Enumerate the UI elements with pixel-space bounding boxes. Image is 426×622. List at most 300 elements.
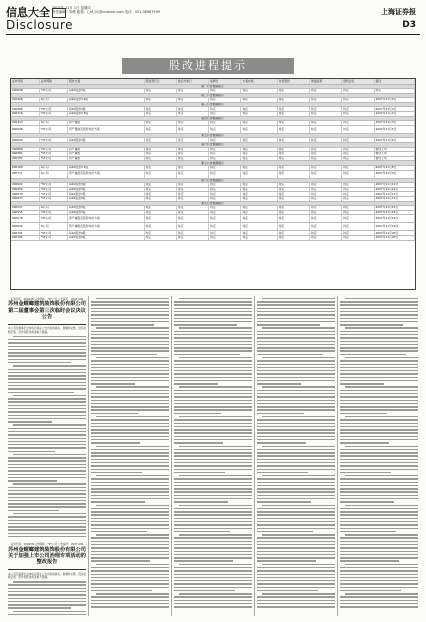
table-header-cell: 网络投票 (310, 79, 342, 84)
table-cell: 待定 (310, 210, 342, 215)
table-cell: 待定 (310, 156, 342, 161)
text-line (340, 462, 418, 463)
table-cell: 待定 (176, 166, 208, 171)
text-line (174, 439, 252, 440)
table-cell: 000506 (11, 107, 39, 112)
text-line (257, 514, 335, 515)
text-line (340, 508, 418, 509)
table-cell: 待定 (277, 192, 309, 197)
text-line (262, 386, 335, 387)
text-line (257, 580, 335, 581)
text-line (257, 537, 335, 538)
text-line (340, 577, 418, 578)
table-cell: 待定 (144, 210, 176, 215)
text-line (8, 510, 59, 511)
brand-text: 信息大全 (6, 6, 50, 19)
text-line (340, 590, 401, 591)
notice-company: 苏州金螳螂建筑装饰股份有限公司 (8, 546, 86, 553)
text-line (96, 446, 169, 447)
table-cell: 待定 (241, 147, 277, 152)
table-cell: 待定 (342, 231, 374, 236)
text-line (340, 442, 389, 443)
text-line (174, 308, 252, 309)
text-line (8, 441, 86, 442)
table-header-cell: 证券简称 (39, 79, 67, 84)
text-line (340, 383, 384, 384)
text-line (345, 505, 418, 506)
text-line (96, 475, 169, 476)
text-line (174, 544, 252, 545)
table-cell: 待定 (342, 223, 374, 231)
table-cell: 600701 (11, 231, 39, 236)
text-line (257, 590, 318, 591)
text-line (257, 373, 335, 374)
text-line (8, 460, 86, 461)
text-line (174, 495, 252, 496)
text-line (257, 469, 335, 470)
table-cell: 待定 (310, 138, 342, 143)
table-cell: 待定 (209, 187, 241, 192)
text-line (8, 594, 86, 595)
text-line (91, 449, 169, 450)
table-cell: 每10股送3股 (67, 210, 144, 215)
text-line (13, 365, 86, 366)
table-cell: *ST公司 (39, 210, 67, 215)
text-line (8, 378, 86, 379)
table-header-cell: 股改方案 (67, 79, 144, 84)
text-line (257, 583, 335, 584)
text-line (8, 405, 86, 406)
text-line (262, 564, 335, 565)
table-cell: 待定 (277, 107, 309, 112)
table-header-cell: 证券代码 (11, 79, 39, 84)
table-cell: 待定 (176, 231, 208, 236)
table-cell: *ST公司 (39, 138, 67, 143)
text-line (174, 570, 252, 571)
notice-code-line: 证券代码：000638 证券简称：*ST公司 公告编号：2007-096 (10, 543, 84, 547)
text-line (174, 442, 223, 443)
table-cell: 待定 (176, 187, 208, 192)
text-line (257, 314, 335, 315)
text-line (174, 373, 252, 374)
text-line (174, 304, 252, 305)
text-line (340, 498, 418, 499)
article-column-5 (340, 296, 418, 616)
table-cell: 待定 (241, 183, 277, 188)
text-line (257, 413, 304, 414)
text-line (340, 567, 418, 568)
text-line (257, 429, 335, 430)
text-line (174, 409, 252, 410)
text-line (340, 560, 399, 561)
text-line (340, 603, 418, 604)
text-line (91, 518, 169, 519)
text-line (174, 557, 252, 558)
column-divider (254, 296, 255, 616)
text-line (8, 503, 86, 504)
text-line (345, 416, 418, 417)
notice-intro: 本公司及董事会全体成员保证公告内容的真实、准确和完整，没有虚假记载、误导性陈述或者重大遗漏。 (8, 327, 86, 334)
table-cell: 待定 (310, 206, 342, 211)
text-line (174, 580, 252, 581)
table-cell: 待定 (241, 231, 277, 236)
text-line (8, 584, 86, 585)
text-line (8, 428, 86, 429)
table-cell: 600711 (11, 170, 39, 178)
table-cell: 待定 (342, 112, 374, 117)
text-line (8, 415, 86, 416)
text-line (257, 377, 335, 378)
text-line (257, 337, 335, 338)
column-divider (88, 296, 89, 616)
table-cell: 待定 (176, 112, 208, 117)
table-header-cell: 对价股份 (277, 79, 309, 84)
table-cell: 待定 (241, 235, 277, 240)
text-line (91, 524, 169, 525)
text-line (91, 331, 169, 332)
column-divider (337, 296, 338, 616)
table-cell: 资产重组及股份对价方案 (67, 215, 144, 223)
table-cell: 待定 (310, 125, 342, 133)
text-line (257, 347, 335, 348)
text-line (13, 581, 86, 582)
table-cell: 待定 (342, 138, 374, 143)
text-line (13, 395, 86, 396)
body-text-block (8, 336, 86, 538)
text-line (340, 432, 418, 433)
text-line (91, 557, 169, 558)
text-line (91, 590, 152, 591)
table-cell: 待定 (310, 183, 342, 188)
table-cell: 2007年11月2日 (374, 112, 414, 117)
table-cell: 待定 (342, 210, 374, 215)
table-cell: 000716 (11, 112, 39, 117)
text-line (257, 311, 335, 312)
text-line (174, 455, 252, 456)
text-line (91, 360, 169, 361)
text-line (257, 423, 335, 424)
text-line (8, 392, 74, 393)
text-line (340, 455, 418, 456)
table-cell: 待定 (209, 215, 241, 223)
table-cell: 待定 (176, 98, 208, 103)
table-group-label: 第一公告披露提示 (11, 84, 415, 89)
text-line (257, 472, 308, 473)
text-line (91, 521, 169, 522)
text-line (257, 403, 335, 404)
text-line (91, 478, 169, 479)
table-cell: 待定 (144, 215, 176, 223)
text-line (257, 301, 335, 302)
text-line (174, 331, 252, 332)
table-row (11, 125, 415, 133)
table-cell: 待定 (277, 98, 309, 103)
text-line (340, 528, 418, 529)
text-line (91, 560, 150, 561)
table-cell: 000578 (11, 215, 39, 223)
table-cell: 待定 (277, 187, 309, 192)
text-line (257, 524, 335, 525)
text-line (8, 431, 86, 432)
text-line (340, 367, 418, 368)
text-line (340, 419, 418, 420)
text-line (91, 511, 169, 512)
text-line (8, 520, 86, 521)
text-line (8, 529, 86, 530)
notice-title: 关于加强上市公司治理专项活动的整改报告 (8, 553, 86, 566)
text-line (257, 396, 335, 397)
text-line (340, 596, 418, 597)
text-line (91, 577, 169, 578)
text-line (257, 442, 306, 443)
table-cell: 000658 (11, 147, 39, 152)
text-line (174, 423, 252, 424)
text-line (13, 513, 86, 514)
table-cell: 2007年11月15日 (374, 206, 414, 211)
text-line (340, 501, 394, 502)
table-cell: 待定 (209, 183, 241, 188)
table-body (11, 84, 415, 240)
text-line (8, 421, 52, 422)
text-line (174, 459, 252, 460)
text-line (91, 364, 169, 365)
table-cell: 000681 (11, 152, 39, 157)
table-cell: 2007年11月3日 (374, 121, 414, 126)
text-line (8, 385, 86, 386)
table-cell: 2007年11月12日 (374, 187, 414, 192)
text-line (179, 416, 252, 417)
text-line (91, 531, 147, 532)
table-cell: 待定 (241, 223, 277, 231)
table-cell: 待定 (209, 156, 241, 161)
text-line (91, 354, 157, 355)
table-cell: 待定 (277, 235, 309, 240)
text-line (96, 357, 169, 358)
text-line (174, 318, 252, 319)
text-line (8, 470, 86, 471)
text-line (257, 341, 335, 342)
text-line (8, 588, 86, 589)
table-cell: 待定 (310, 215, 342, 223)
text-line (8, 401, 86, 402)
text-line (340, 360, 418, 361)
text-line (257, 596, 335, 597)
text-line (174, 350, 252, 351)
text-line (257, 554, 335, 555)
table-cell: 待定 (342, 98, 374, 103)
text-line (8, 497, 86, 498)
table-group-label: 第八公告披露提示 (11, 178, 415, 183)
text-line (262, 505, 335, 506)
table-cell: 待定 (209, 107, 241, 112)
table-group-label: 第四公告披露提示 (11, 116, 415, 121)
table-row (11, 223, 415, 231)
text-line (340, 465, 418, 466)
text-line (174, 567, 252, 568)
table-cell: 待定 (310, 107, 342, 112)
text-line (262, 446, 335, 447)
table-cell: 待定 (144, 121, 176, 126)
table-cell: 待定 (144, 183, 176, 188)
table-cell: 每10股送3股 (67, 192, 144, 197)
table-cell: 600705 (11, 235, 39, 240)
text-line (340, 544, 418, 545)
table-cell: 每10股送3股 (67, 196, 144, 201)
table-header-cell: 现场会议 (342, 79, 374, 84)
text-line (8, 388, 86, 389)
text-line (8, 490, 86, 491)
text-line (8, 447, 86, 448)
table-cell: 待定 (277, 210, 309, 215)
text-line (8, 480, 57, 481)
text-line (8, 355, 86, 356)
text-line (257, 432, 335, 433)
table-cell: 000548 (11, 125, 39, 133)
table-cell: 待定 (277, 223, 309, 231)
table-cell: 每10股送3.5股 (67, 112, 144, 117)
table-cell: 待定 (310, 89, 342, 94)
text-line (8, 382, 86, 383)
text-line (91, 485, 169, 486)
table-cell: 待定 (209, 112, 241, 117)
table-row (11, 215, 415, 223)
table-cell: 待定 (342, 156, 374, 161)
text-line (340, 485, 418, 486)
text-line (340, 321, 418, 322)
text-line (340, 370, 418, 371)
table-cell: 每10股送3股 (67, 89, 144, 94)
text-line (174, 377, 252, 378)
table-cell: 待定 (310, 152, 342, 157)
text-line (257, 383, 301, 384)
article-column-1 (8, 296, 86, 616)
text-line (174, 485, 252, 486)
text-line (8, 604, 86, 605)
text-line (179, 564, 252, 565)
table-cell: 待定 (342, 107, 374, 112)
table-cell: G公司 (39, 98, 67, 103)
text-line (174, 482, 252, 483)
text-line (8, 601, 86, 602)
table-cell: 每10股送3股 (67, 138, 144, 143)
text-line (8, 474, 86, 475)
table-cell: 待定 (241, 156, 277, 161)
text-line (174, 432, 252, 433)
table-cell: 待定 (209, 98, 241, 103)
table-cell: 待定 (209, 170, 241, 178)
text-line (340, 390, 418, 391)
text-line (91, 436, 169, 437)
text-line (257, 577, 335, 578)
text-line (8, 523, 86, 524)
text-line (179, 446, 252, 447)
text-line (174, 334, 252, 335)
table-cell: 待定 (277, 152, 309, 157)
text-line (340, 531, 396, 532)
text-line (174, 314, 252, 315)
text-line (8, 418, 86, 419)
table-cell: 2007年11月12日 (374, 183, 414, 188)
text-line (340, 341, 418, 342)
text-line (174, 301, 252, 302)
text-line (96, 327, 169, 328)
table-cell: 待定 (342, 89, 374, 94)
text-line (340, 423, 418, 424)
table-cell: 待定 (310, 147, 342, 152)
text-line (340, 521, 418, 522)
text-line (91, 544, 169, 545)
table-header-cell: 方案实施 (241, 79, 277, 84)
text-line (174, 396, 252, 397)
table-cell: 待定 (176, 196, 208, 201)
table-cell: 000408 (11, 98, 39, 103)
article-column-2 (91, 296, 169, 616)
table-cell: 待定 (241, 210, 277, 215)
text-line (91, 400, 169, 401)
text-line (174, 478, 252, 479)
text-line (174, 324, 237, 325)
text-line (340, 551, 418, 552)
text-line (174, 341, 252, 342)
text-line (340, 324, 403, 325)
table-cell: 待定 (176, 147, 208, 152)
text-line (257, 521, 335, 522)
table-cell: 待定 (176, 183, 208, 188)
text-line (340, 364, 418, 365)
table-cell: 资产重组 (67, 156, 144, 161)
table-cell: 资产重组及股份对价方案 (67, 223, 144, 231)
table-cell: 待定 (342, 192, 374, 197)
text-line (179, 327, 252, 328)
table-cell: 每10股送3股 (67, 235, 144, 240)
text-line (340, 331, 418, 332)
text-line (340, 413, 387, 414)
table-cell: 600180 (11, 166, 39, 171)
text-line (174, 547, 252, 548)
text-line (8, 342, 86, 343)
text-line (8, 591, 86, 592)
table-cell: 待定 (241, 196, 277, 201)
table-cell: 待定 (144, 107, 176, 112)
text-line (91, 574, 169, 575)
text-line (91, 580, 169, 581)
text-line (340, 403, 418, 404)
text-line (174, 419, 252, 420)
text-line (174, 600, 252, 601)
table-header-cell: 股权登记日 (144, 79, 176, 84)
body-text-block (257, 298, 335, 608)
text-line (91, 600, 169, 601)
text-line (13, 336, 86, 337)
text-line (174, 465, 252, 466)
table-cell: 待定 (277, 231, 309, 236)
table-cell: 待定 (310, 170, 342, 178)
table-cell: 每10股送3股 (67, 183, 144, 188)
masthead (6, 4, 420, 48)
table-cell: 待定 (241, 89, 277, 94)
table-cell: 2007年11月15日 (374, 210, 414, 215)
table-cell: 待定 (310, 231, 342, 236)
text-line (340, 574, 418, 575)
table-header-cell: 最后交易日 (176, 79, 208, 84)
text-line (8, 516, 86, 517)
text-line (91, 462, 169, 463)
body-text-block (91, 298, 169, 608)
text-line (174, 462, 252, 463)
text-line (345, 475, 418, 476)
table-cell: 600636 (11, 223, 39, 231)
text-line (262, 593, 335, 594)
